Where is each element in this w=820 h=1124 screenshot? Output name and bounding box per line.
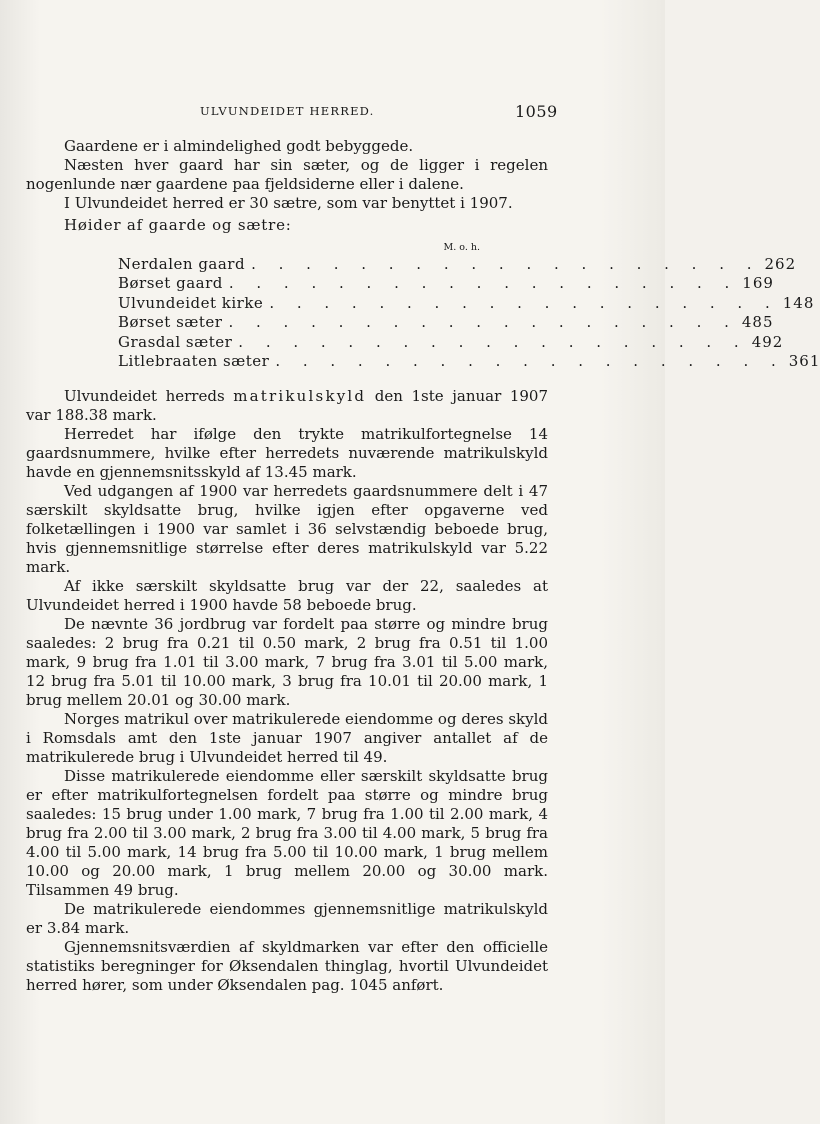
leader-dots: . . . . . . . . . . . . . . . . . . .	[228, 313, 738, 332]
page-number: 1059	[515, 102, 558, 121]
table-row	[118, 351, 820, 371]
paragraph-saeter: Næsten hver gaard har sin sæter, og de ligger i regelen nogenlunde nær gaardene paa fjeldsiderne eller i dalene.	[26, 156, 548, 193]
height-value: 492	[751, 332, 784, 351]
page-header	[200, 102, 558, 124]
unit-header: M. o. h.	[443, 242, 480, 253]
leader-dots: . . . . . . . . . . . . . . . . . . .	[275, 351, 785, 370]
paragraph-skyldmark-vaerdi: Gjennemsnitsværdien af skyldmarken var efter den officielle statistiks beregninger for Øksendalen thinglag, hvortil Ulvundeidet herred hører, som under Øksendalen pag. 1045 anført.	[26, 938, 548, 995]
table-row	[118, 274, 774, 293]
running-head: ULVUNDEIDET HERRED.	[200, 104, 375, 118]
matrikul-emphasis: matrikulskyld	[233, 387, 367, 406]
height-value: 361	[788, 351, 820, 370]
paragraph-beboede-brug: Af ikke særskilt skyldsatte brug var der 22, saaledes at Ulvundeidet herred i 1900 havde 58 beboede brug.	[26, 577, 548, 615]
place-name: Grasdal sæter	[118, 332, 233, 351]
place-name: Litlebraaten sæter	[118, 351, 270, 370]
paragraph-matrikulskyld	[26, 387, 548, 425]
matrikul-text-a: Ulvundeidet herreds	[64, 387, 225, 406]
paragraph-jordbrug-fordeling: De nævnte 36 jordbrug var fordelt paa større og mindre brug saaledes: 2 brug fra 0.21 til 0.50 mark, 2 brug fra 0.51 til 1.00 mark, 9 brug fra 1.01 til 3.00 mark, 7 brug fra 3.01 til 5.00 mark, 12 brug fra 5.01 til 10.00 mark, 3 brug fra 10.01 til 20.00 mark, 1 brug mellem 20.01 og 30.00 mark.	[26, 615, 548, 710]
leader-dots: . . . . . . . . . . . . . . . . . . .	[251, 255, 761, 273]
leader-dots: . . . . . . . . . . . . . . . . . . .	[238, 332, 748, 351]
height-value: 485	[741, 313, 774, 332]
matrikul-text-c: den 1ste januar 1907 var 188.38 mark.	[26, 387, 548, 425]
table-row	[118, 293, 815, 313]
paragraph-saeter-count: I Ulvundeidet herred er 30 sætre, som var benyttet i 1907.	[64, 194, 513, 212]
table-row	[118, 313, 774, 332]
paragraph-matrikulerede-fordeling: Disse matrikulerede eiendomme eller særskilt skyldsatte brug er efter matrikulfortegnelsen fordelt paa større og mindre brug saaledes: 15 brug under 1.00 mark, 7 brug fra 1.00 til 2.00 mark, 4 brug fra 2.00 til 3.00 mark, 2 brug fra 3.00 til 4.00 mark, 5 brug fra 4.00 til 5.00 mark, 14 brug fra 5.00 til 10.00 mark, 1 brug mellem 10.00 og 20.00 mark, 1 brug mellem 20.00 og 30.00 mark. Tilsammen 49 brug.	[26, 767, 548, 900]
height-value: 169	[742, 274, 774, 293]
place-name: Børset sæter	[118, 313, 223, 332]
height-value: 148	[782, 293, 815, 312]
table-row	[118, 255, 797, 274]
paragraph-norges-matrikul: Norges matrikul over matrikulerede eiendomme og deres skyld i Romsdals amt den 1ste januar 1907 angiver antallet af de matrikulerede brug i Ulvundeidet herred til 49.	[26, 710, 548, 767]
paragraph-buildings: Gaardene er i almindelighed godt bebyggede.	[64, 137, 414, 155]
page-body	[26, 137, 820, 995]
place-name: Ulvundeidet kirke	[118, 293, 264, 312]
leader-dots: . . . . . . . . . . . . . . . . . . .	[228, 274, 739, 293]
place-name: Nerdalen gaard	[118, 255, 246, 273]
table-row	[118, 332, 784, 352]
leader-dots: . . . . . . . . . . . . . . . . . . .	[269, 293, 779, 312]
paragraph-gaardsnummere: Herredet har ifølge den trykte matrikulfortegnelse 14 gaardsnummere, hvilke efter herredets nuværende matrikulskyld havde en gjennemsnitsskyld af 13.45 mark.	[26, 425, 548, 482]
paragraph-gjennemsnitlig-skyld: De matrikulerede eiendommes gjennemsnitlige matrikulskyld er 3.84 mark.	[26, 900, 548, 938]
paragraph-brug-1900: Ved udgangen af 1900 var herredets gaardsnummere delt i 47 særskilt skyldsatte brug, hvilke igjen efter opgaverne ved folketællingen i 1900 var samlet i 36 selvstændig beboede brug, hvis gjennemsnitlige størrelse efter deres matrikulskyld var 5.22 mark.	[26, 482, 548, 577]
place-name: Børset gaard	[118, 274, 223, 293]
heights-caption: Høider af gaarde og sætre:	[64, 216, 292, 234]
heights-table	[118, 241, 820, 371]
height-value: 262	[764, 255, 797, 273]
